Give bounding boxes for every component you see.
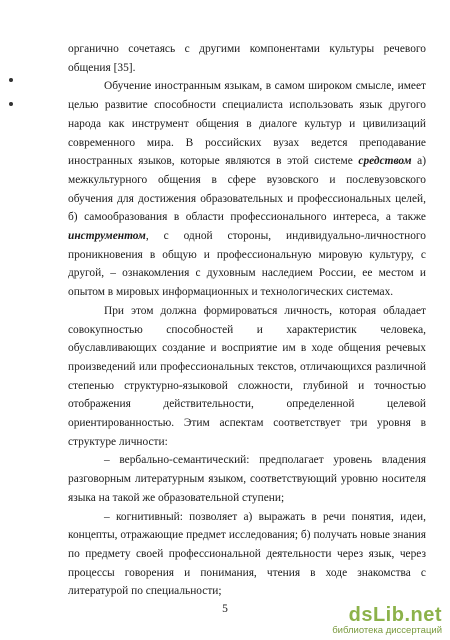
paragraph: При этом должна формироваться личность, которая обладает совокупностью способностей и характеристик человека, обуславливающих создание и восприятие им в ходе общения речевых произведений или профессиональных текстов, отличающихся различной степенью структурно-языковой сложности, глубиной и точностью отображения действительности, определенной целевой ориентированностью. Этим аспектам соответствует три уровня в структуре личности:: [68, 304, 426, 448]
text-run: Обучение иностранным языкам, в самом широком смысле, имеет целью развитие способности специалиста использовать язык другого народа как инструмент общения в диалоге культур и цивилизаций современного мира. В российских вузах ведется преподавание иностранных языков, которые являются в этой системе: [68, 80, 426, 168]
text-run: , с одной стороны, индивидуально-личностного проникновения в общую и профессиональную мировую культуру, с другой, – ознакомления с духовным наследием России, ее местом и опытом в мировых информационных и технологических системах.: [68, 230, 426, 299]
page-number: 5: [222, 603, 228, 615]
text-run: а) межкультурного общения в сфере вузовского и послевузовского обучения для достижения образовательных и профессиональных целей, б) самообразования в области профессионального интереса, а также: [68, 155, 426, 224]
margin-mark: [9, 102, 13, 106]
emphasized-term: средством: [358, 155, 412, 168]
list-item: – когнитивный: позволяет а) выражать в речи понятия, идеи, концепты, отражающие предмет исследования; б) получать новые знания по предмету своей профессиональной деятельности через язык, через процессы говорения и понимания, чтения в ходе знакомства с литературой по специальности;: [68, 510, 426, 598]
watermark-subtitle: библиотека диссертаций: [332, 625, 442, 636]
document-body: [68, 40, 426, 601]
margin-mark: [9, 78, 13, 82]
emphasized-term: инструментом: [68, 230, 146, 243]
paragraph: [68, 77, 426, 301]
list-item: – вербально-семантический: предполагает уровень владения разговорным литературным языком, соответствующий уровню носителя языка на такой же образовательной ступени;: [68, 454, 426, 504]
watermark-logo: dsLib.net: [348, 604, 442, 626]
paragraph: органично сочетаясь с другими компонентами культуры речевого общения [35].: [68, 43, 426, 74]
watermark: [332, 605, 442, 636]
